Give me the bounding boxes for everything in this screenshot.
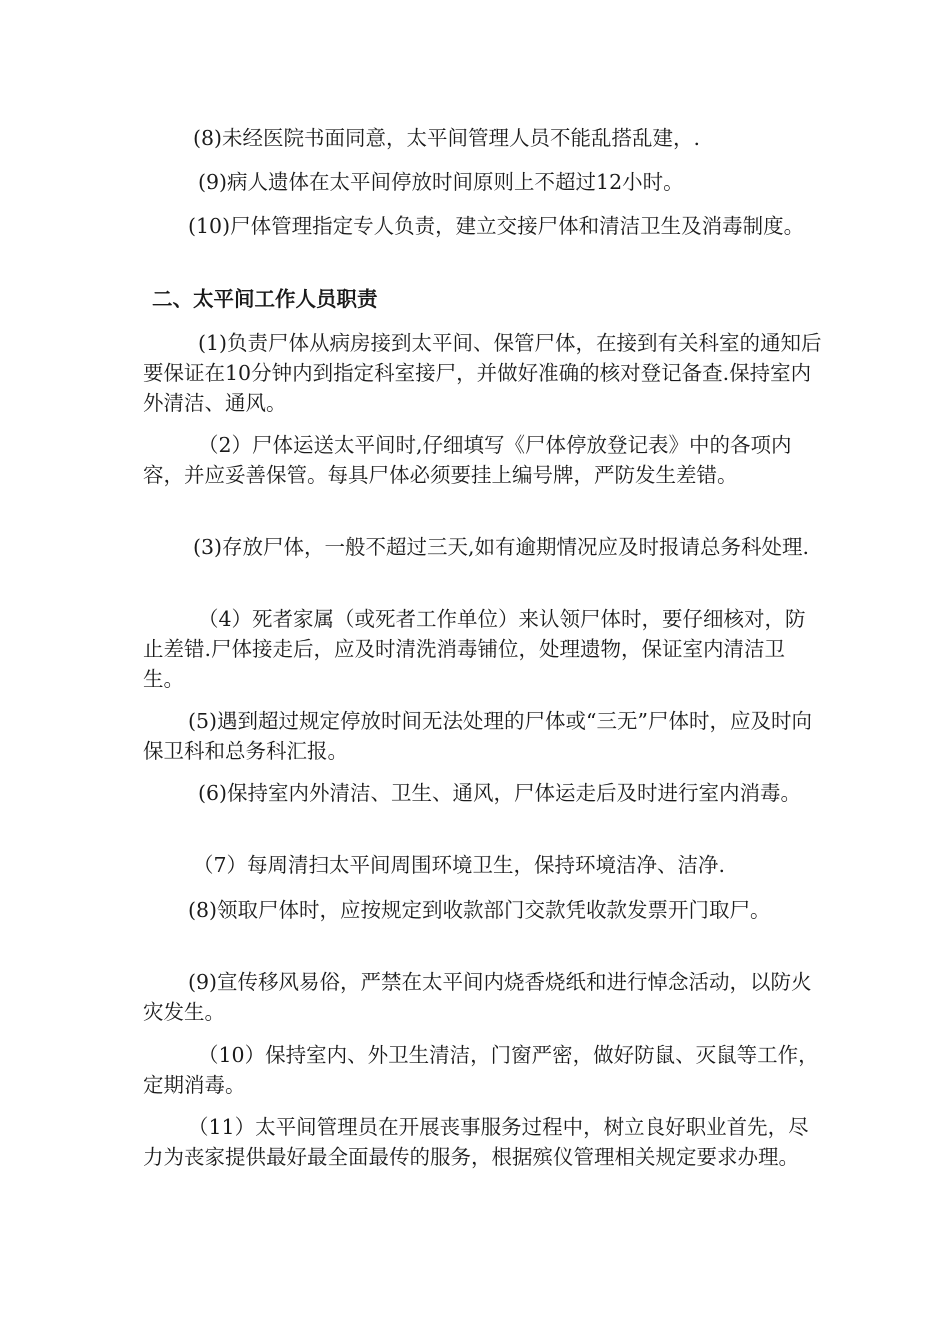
duty-item-8: (8)领取尸体时，应按规定到收款部门交款凭收款发票开门取尸。 xyxy=(188,898,771,922)
rule-item-10: (10)尸体管理指定专人负责，建立交接尸体和清洁卫生及消毒制度。 xyxy=(188,214,805,238)
duty-item-3: (3)存放尸体，一般不超过三天,如有逾期情况应及时报请总务科处理. xyxy=(193,535,810,559)
duty-item-2: （2）尸体运送太平间时,仔细填写《尸体停放登记表》中的各项内容，并应妥善保管。每具尸体必须要挂上编号牌，严防发生差错。 xyxy=(143,433,792,487)
duty-item-6: (6)保持室内外清洁、卫生、通风，尸体运走后及时进行室内消毒。 xyxy=(198,781,802,805)
rule-item-9: (9)病人遗体在太平间停放时间原则上不超过12小时。 xyxy=(198,170,684,194)
duty-item-11: （11）太平间管理员在开展丧事服务过程中，树立良好职业首先，尽力为丧家提供最好最全面最传的服务，根据殡仪管理相关规定要求办理。 xyxy=(143,1115,809,1169)
duty-item-7: （7）每周清扫太平间周围环境卫生，保持环境洁净、洁净. xyxy=(193,853,726,877)
duty-item-5: (5)遇到超过规定停放时间无法处理的尸体或“三无”尸体时，应及时向保卫科和总务科汇报。 xyxy=(143,709,812,763)
duty-item-1: (1)负责尸体从病房接到太平间、保管尸体，在接到有关科室的通知后要保证在10分钟内到指定科室接尸，并做好准确的核对登记备查.保持室内外清洁、通风。 xyxy=(143,331,822,415)
duty-item-9: (9)宣传移风易俗，严禁在太平间内烧香烧纸和进行悼念活动，以防火灾发生。 xyxy=(143,970,812,1024)
rule-item-8: (8)未经医院书面同意，太平间管理人员不能乱搭乱建，. xyxy=(193,126,701,150)
section-heading: 二、太平间工作人员职责 xyxy=(152,287,378,311)
duty-item-10: （10）保持室内、外卫生清洁，门窗严密，做好防鼠、灭鼠等工作，定期消毒。 xyxy=(143,1043,819,1097)
duty-item-4: （4）死者家属（或死者工作单位）来认领尸体时，要仔细核对，防止差错.尸体接走后，应及时清洗消毒铺位，处理遗物，保证室内清洁卫生。 xyxy=(143,607,806,691)
